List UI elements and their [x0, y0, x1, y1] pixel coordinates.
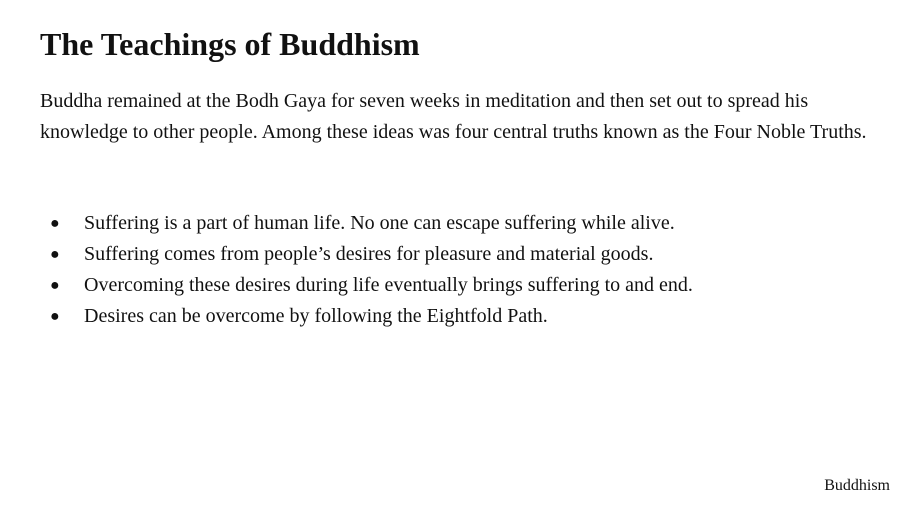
- list-item-text: Suffering is a part of human life. No one can escape suffering while alive.: [84, 212, 675, 234]
- list-item-text: Suffering comes from people’s desires for pleasure and material goods.: [84, 243, 654, 265]
- list-item-text: Overcoming these desires during life eventually brings suffering to and end.: [84, 274, 693, 296]
- bullet-icon: ●: [50, 215, 60, 232]
- bullet-icon: ●: [50, 246, 60, 263]
- list-item-text: Desires can be overcome by following the Eightfold Path.: [84, 305, 548, 327]
- noble-truths-list: [40, 208, 860, 332]
- list-item: [40, 270, 860, 301]
- list-item: [40, 301, 860, 332]
- list-item: [40, 208, 860, 239]
- footer-label: Buddhism: [824, 477, 890, 494]
- slide-title: The Teachings of Buddhism: [40, 26, 420, 62]
- bullet-icon: ●: [50, 308, 60, 325]
- bullet-icon: ●: [50, 277, 60, 294]
- list-item: [40, 239, 860, 270]
- intro-paragraph: Buddha remained at the Bodh Gaya for seven weeks in meditation and then set out to spread his knowledge to other people. Among these ideas was four central truths known as the Four Noble Truths.: [40, 90, 867, 143]
